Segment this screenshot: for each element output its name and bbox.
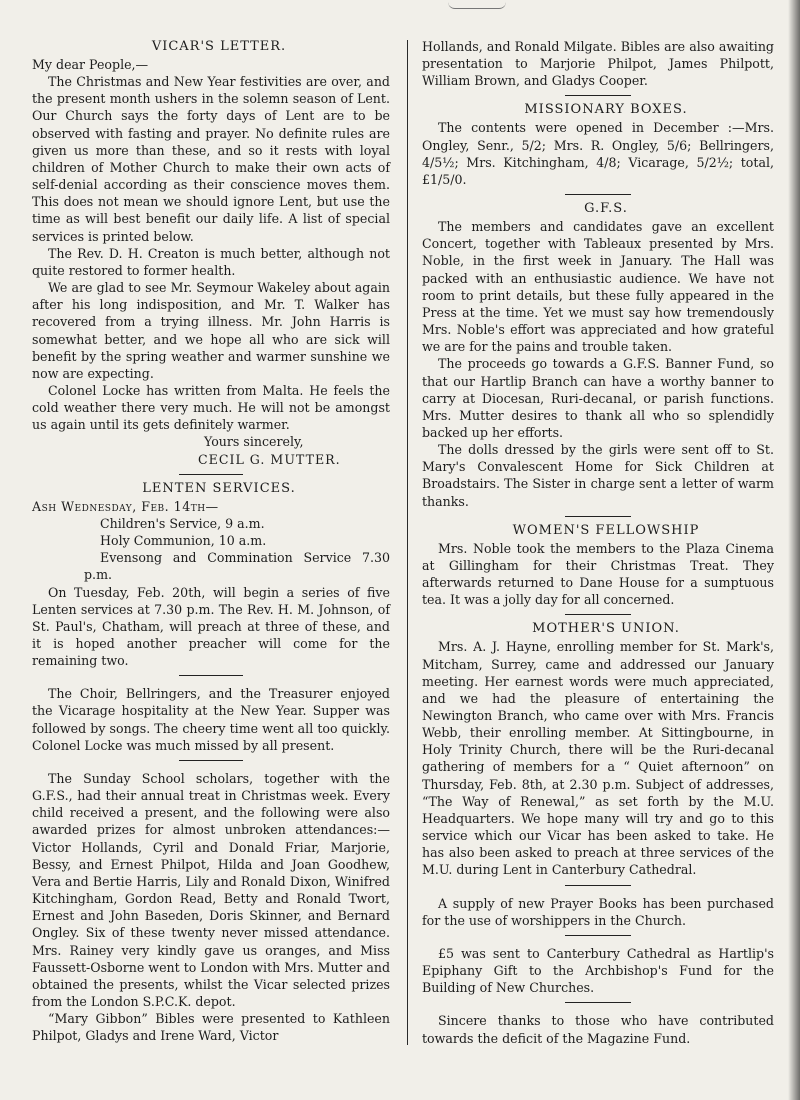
gfs-para-dolls: The dolls dressed by the girls were sent off to St. Mary's Convalescent Home for Sick Children at Broadstairs. The Sister in charge sent a letter of warm thanks. (422, 442, 774, 509)
lenten-services-para: On Tuesday, Feb. 20th, will begin a series of five Lenten services at 7.30 p.m. The Rev. H. M. Johnson, of St. Paul's, Chatham, will preach at three of these, and it is hoped another preacher will come for the remaining two. (32, 584, 390, 669)
section-rule (179, 474, 243, 475)
sunday-school-para: The Sunday School scholars, together with the G.F.S., had their annual treat in Christmas week. Every child received a present, and the following were also awarded prizes for almost unbroken attendances:—Victor Hollands, Cyril and Donald Friar, Marjorie, Bessy, and Ernest Philpot, Hilda and Joan Goodhew, Vera and Bertie Harris, Lily and Ronald Dixon, Winifred Kitchingham, Gordon Read, Betty and Ronald Twort, Ernest and John Baseden, Doris Skinner, and Bernard Ongley. Six of these twenty never missed attendance. Mrs. Rainey very kindly gave us oranges, and Miss Faussett-Osborne went to London with Mrs. Mutter and obtained the presents, whilst the Vicar selected prizes from the London S.P.C.K. depot. (32, 770, 390, 1009)
vicar-para-sick: We are glad to see Mr. Seymour Wakeley about again after his long indisposition, and Mr. T. Walker has recovered from a trying illness. Mr. John Harris is somewhat better, and we hope all who are sick will benefit by the spring weather and warmer sunshine we now are expecting. (32, 280, 390, 381)
mothers-union-para: Mrs. A. J. Hayne, enrolling member for St. Mark's, Mitcham, Surrey, came and addressed our January meeting. Her earnest words were much appreciated, and we had the pleasure of entertaining the Newington Branch, who came over with Mrs. Francis Webb, their enrolling member. At Sittingbourne, in Holy Trinity Church, there will be the Ruri-decanal gathering of members for a “ Quiet afternoon” on Thursday, Feb. 8th, at 2.30 p.m. Subject of addresses, “The Way of Renewal,” as set forth by the M.U. Headquarters. We hope many will try and go to this service which our Vicar has been asked to take. He has also been asked to preach at three services of the M.U. during Lent in Canterbury Cathedral. (422, 639, 774, 878)
missionary-boxes-para: The contents were opened in December :—Mrs. Ongley, Senr., 5/2; Mrs. R. Ongley, 5/6; Bellringers, 4/5½; Mrs. Kitchingham, 4/8; Vicarage, 5/2½; total, £1/5/0. (422, 120, 774, 187)
right-column (422, 38, 774, 1047)
vicar-para-lent: The Christmas and New Year festivities are over, and the present month ushers in the solemn season of Lent. Our Church says the forty days of Lent are to be observed with fasting and prayer. No definite rules are given us more than these, and so it rests with loyal children of Mother Church to make their own acts of self-denial according as their conscience moves them. This does not mean we should ignore Lent, but use the time as will best benefit our daily life. A list of special services is printed below. (32, 74, 390, 244)
prayer-books-para: A supply of new Prayer Books has been purchased for the use of worshippers in the Church. (422, 895, 774, 928)
gfs-para-banner: The proceeds go towards a G.F.S. Banner Fund, so that our Hartlip Branch can have a worthy banner to carry at Diocesan, Ruri-decanal, or parish functions. Mrs. Mutter desires to thank all who so splendidly backed up her efforts. (422, 356, 774, 440)
section-rule (565, 885, 631, 886)
yours-sincerely: Yours sincerely, (204, 434, 304, 450)
lenten-services-heading: LENTEN SERVICES. (142, 480, 296, 496)
vicar-para-locke: Colonel Locke has written from Malta. He feels the cold weather there very much. He will not be amongst us again until its gets definitely warmer. (32, 382, 390, 433)
bibles-para: “Mary Gibbon” Bibles were presented to Kathleen Philpot, Gladys and Irene Ward, Victor (32, 1011, 390, 1044)
service-childrens: Children's Service, 9 a.m. (100, 515, 265, 531)
womens-fellowship-para: Mrs. Noble took the members to the Plaza Cinema at Gillingham for their Christmas Treat. They afterwards returned to Dane House for a sumptuous tea. It was a jolly day for all concerned. (422, 540, 774, 608)
section-rule (565, 614, 631, 615)
womens-fellowship-heading: WOMEN'S FELLOWSHIP (512, 522, 700, 538)
section-rule (565, 935, 631, 936)
cathedral-gift-para: £5 was sent to Canterbury Cathedral as Hartlip's Epiphany Gift to the Archbishop's Fund for the Building of New Churches. (422, 945, 774, 996)
ash-wednesday-line: Ash Wednesday, Feb. 14th— (32, 498, 219, 514)
page-edge-shadow (788, 0, 800, 1100)
gfs-para-concert: The members and candidates gave an excellent Concert, together with Tableaux presented by Mrs. Noble, in the first week in January. The Hall was packed with an enthusiastic audience. We have not room to print details, but these fully appeared in the Press at the time. Yet we must say how tremendously Mrs. Noble's effort was appreciated and how grateful we are for the pains and trouble taken. (422, 219, 774, 355)
gfs-heading: G.F.S. (584, 201, 628, 217)
section-rule (565, 1002, 631, 1003)
section-rule (565, 95, 631, 96)
column-divider (407, 40, 408, 1045)
mothers-union-heading: MOTHER'S UNION. (532, 621, 680, 637)
vicar-para-creaton: The Rev. D. H. Creaton is much better, although not quite restored to former health. (32, 245, 390, 278)
missionary-boxes-heading: MISSIONARY BOXES. (524, 102, 688, 118)
magazine-fund-thanks: Sincere thanks to those who have contributed towards the deficit of the Magazine Fund. (422, 1013, 774, 1046)
section-rule (179, 760, 243, 761)
vicar-signature: CECIL G. MUTTER. (198, 451, 341, 467)
bibles-continued: Hollands, and Ronald Milgate. Bibles are also awaiting presentation to Marjorie Philpot, James Philpott, William Brown, and Gladys Cooper. (422, 39, 774, 89)
service-communion: Holy Communion, 10 a.m. (100, 533, 267, 549)
greeting: My dear People,— (32, 57, 149, 72)
page-top-mark (448, 2, 506, 9)
section-rule (565, 516, 631, 517)
section-rule (179, 675, 243, 676)
section-rule (565, 194, 631, 195)
vicars-letter-heading: VICAR'S LETTER. (151, 39, 287, 54)
service-evensong: Evensong and Commination Service 7.30 p.m. (84, 550, 390, 583)
choir-para: The Choir, Bellringers, and the Treasurer enjoyed the Vicarage hospitality at the New Year. Supper was followed by songs. The cheery time went all too quickly. Colonel Locke was much missed by all present. (32, 686, 390, 753)
left-column (32, 38, 390, 1044)
